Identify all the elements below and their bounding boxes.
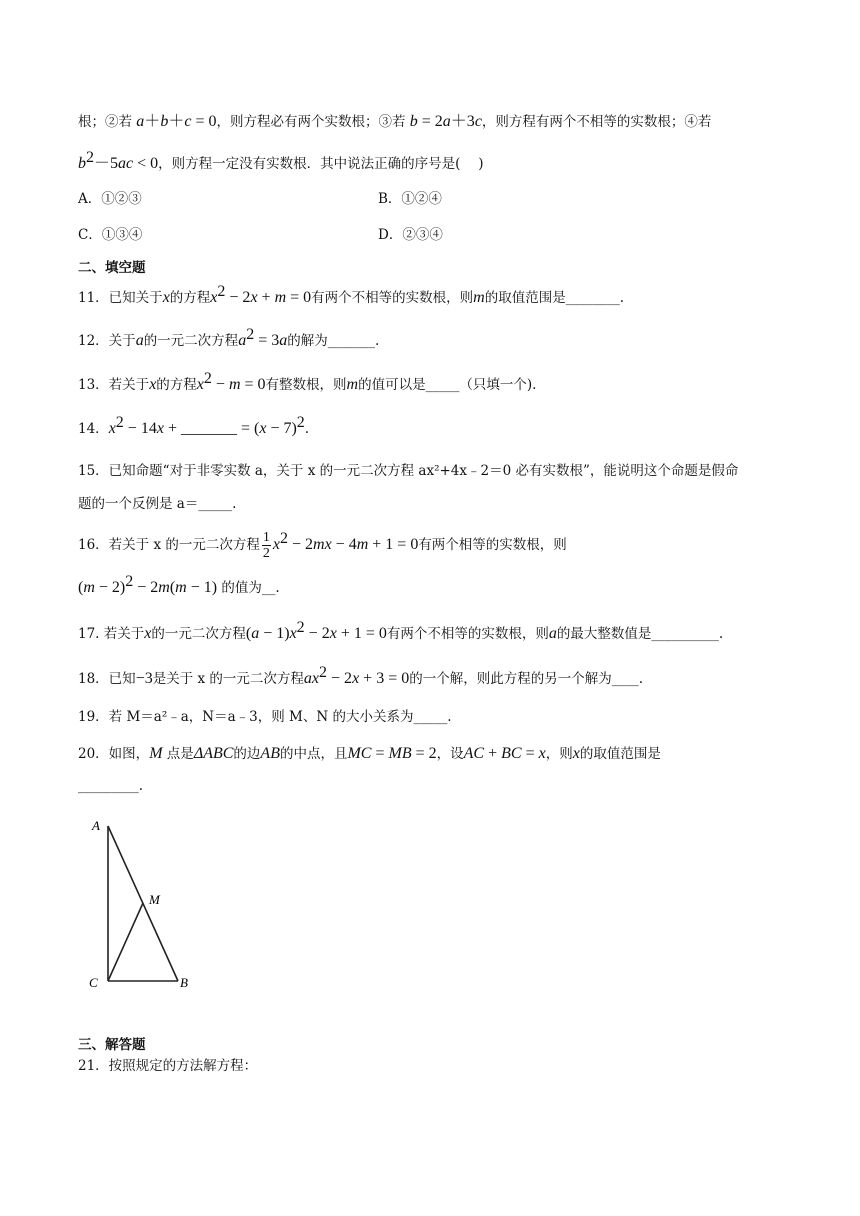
- q15-line1: 15．已知命题“对于非零实数 a，关于 x 的一元二次方程 ax²+4x﹣2＝0 必有实数根”，能说明这个命题是假命: [78, 463, 739, 479]
- q17: 17. 若关于x的一元二次方程$(a - 1)x^2 - 2x + 1 = 0$有两个不相等的实数根，则a的最大整数值是__________.: [78, 619, 724, 642]
- q10-option-c: C．①③④: [78, 227, 143, 243]
- q11: 11．已知关于x的方程$x^2 - 2x + m = 0$有两个不相等的实数根，则m的取值范围是________.: [78, 283, 625, 306]
- section-fill-in-blank: 二、填空题: [78, 260, 146, 276]
- q16-line1: 16．若关于 x 的一元二次方程 $\frac{1}{2}$ $x^2 - 2mx - 4m + 1 = 0$有两个相等的实数根，则: [78, 530, 567, 561]
- label-m: M: [149, 892, 160, 907]
- q18: 18．已知−3是关于 x 的一元二次方程$ax^2 - 2x + 3 = 0$的一个解，则此方程的另一个解为____.: [78, 664, 644, 687]
- q10-line1: 根；②若 a＋b＋c = 0，则方程必有两个实数根；③若 b = 2a＋3c，则方程有两个不相等的实数根；④若: [78, 113, 712, 130]
- q13: 13．若关于x的方程$x^2 - m = 0$有整数根，则m的值可以是_____（只填一个).: [78, 370, 537, 393]
- q12: 12．关于a的一元二次方程$a^2 = 3a$的解为_______.: [78, 326, 380, 349]
- q19: 19．若 M＝a²﹣a，N＝a﹣3，则 M、N 的大小关系为_____.: [78, 709, 452, 725]
- q14: 14．$x^2 - 14x$ + _______ = $(x - 7)^2$.: [78, 414, 310, 437]
- label-b: B: [180, 975, 188, 990]
- q16-line2: $(m - 2)^2 - 2m(m - 1)$ 的值为__.: [78, 573, 280, 596]
- q10-option-d: D．②③④: [378, 227, 443, 243]
- q20-line1: 20．如图，M 点是ΔABC的边AB的中点，且MC = MB = 2，设AC + BC = x，则x的取值范围是: [78, 745, 661, 762]
- label-a: A: [92, 818, 100, 833]
- q10-line2: $b^2-5ac < 0$，则方程一定没有实数根．其中说法正确的序号是( ): [78, 149, 484, 172]
- q20-line2: _________.: [78, 778, 144, 794]
- fraction-one-half: $\frac{1}{2}$: [262, 530, 270, 561]
- q10-option-b: B．①②④: [378, 191, 442, 207]
- label-c: C: [89, 975, 98, 990]
- q21: 21．按照规定的方法解方程：: [78, 1058, 258, 1074]
- q15-line2: 题的一个反例是 a＝_____.: [78, 496, 237, 512]
- triangle-figure: [80, 812, 210, 997]
- q10-option-a: A．①②③: [78, 191, 142, 207]
- segment-cm: [108, 903, 143, 981]
- section-solve-problems: 三、解答题: [78, 1037, 146, 1053]
